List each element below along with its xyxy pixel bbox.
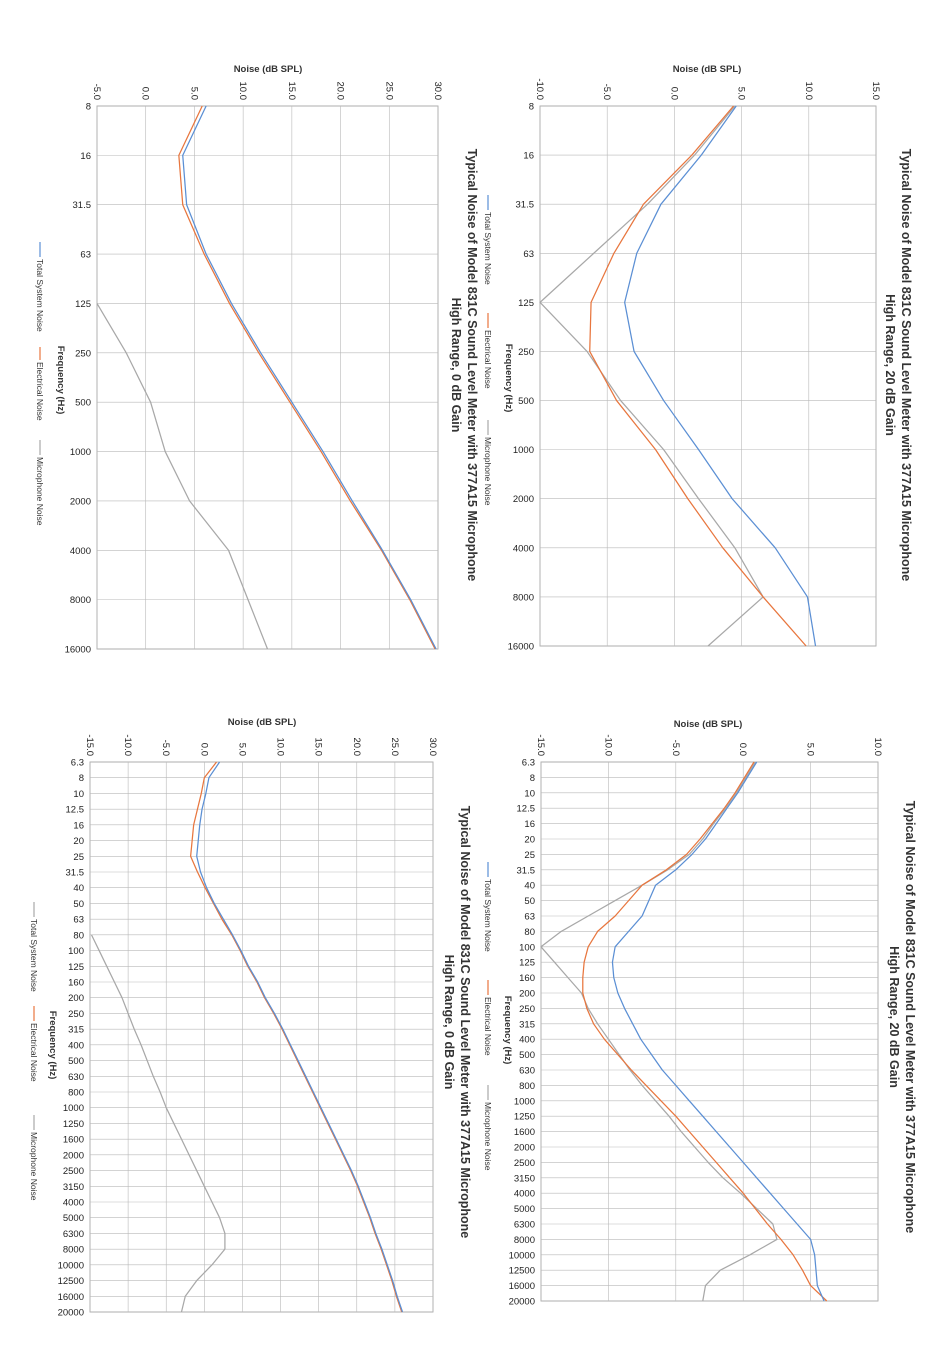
chart-4-legend-microphone: Microphone Noise — [29, 1132, 39, 1201]
y-tick-label: 30.0 — [427, 737, 438, 756]
x-tick-label: 40 — [73, 883, 84, 895]
y-tick-label: 15.0 — [312, 737, 324, 756]
x-tick-label: 1000 — [62, 1103, 84, 1115]
series-line-electrical — [590, 106, 806, 646]
x-tick-label: 1250 — [62, 1118, 84, 1130]
x-tick-label: 63 — [524, 911, 535, 923]
y-tick-label: 10.0 — [802, 81, 814, 100]
series-line-microphone — [540, 106, 763, 646]
x-tick-label: 5000 — [513, 1204, 535, 1216]
x-tick-label: 12.5 — [516, 803, 535, 815]
y-tick-label: 10.0 — [274, 737, 286, 756]
y-tick-label: -5.0 — [601, 83, 613, 100]
x-tick-label: 500 — [68, 1056, 84, 1068]
x-tick-label: 125 — [519, 957, 535, 969]
x-tick-label: 10000 — [508, 1250, 535, 1262]
y-tick-label: -5.0 — [669, 739, 681, 756]
x-tick-label: 200 — [68, 993, 84, 1005]
chart-3-subtitle: High Range, 20 dB Gain — [887, 946, 901, 1088]
chart-4-plot — [58, 734, 438, 1318]
x-tick-label: 8000 — [62, 1244, 84, 1256]
x-tick-label: 2500 — [62, 1166, 84, 1178]
x-tick-label: 125 — [518, 297, 534, 309]
x-tick-label: 8000 — [512, 592, 534, 604]
x-tick-label: 800 — [68, 1087, 84, 1099]
x-tick-label: 630 — [519, 1065, 535, 1077]
y-tick-label: 15.0 — [285, 81, 297, 100]
x-tick-label: 16000 — [508, 1281, 535, 1293]
y-tick-label: 0.0 — [737, 742, 749, 756]
y-tick-label: 0.0 — [668, 86, 680, 100]
x-tick-label: 20 — [524, 834, 535, 846]
chart-2-legend-total: Total System Noise — [35, 259, 45, 332]
x-tick-label: 500 — [75, 397, 91, 409]
x-tick-label: 3150 — [513, 1173, 535, 1185]
x-tick-label: 10 — [73, 788, 84, 800]
x-tick-label: 500 — [519, 1050, 535, 1062]
chart-4-legend-total: Total System Noise — [29, 919, 39, 992]
chart-4-legend — [29, 902, 39, 1201]
x-tick-label: 400 — [68, 1040, 84, 1052]
x-tick-label: 80 — [524, 926, 535, 938]
x-tick-label: 100 — [68, 946, 84, 958]
x-tick-label: 1600 — [513, 1127, 535, 1139]
chart-2-legend-microphone: Microphone Noise — [35, 457, 45, 526]
x-tick-label: 20000 — [508, 1296, 535, 1308]
x-tick-label: 4000 — [513, 1188, 535, 1200]
x-tick-label: 250 — [518, 346, 534, 358]
x-tick-label: 12500 — [57, 1276, 84, 1288]
x-tick-label: 1250 — [513, 1111, 535, 1123]
plot-frame — [90, 762, 433, 1312]
series-line-total — [625, 106, 816, 646]
x-tick-label: 400 — [519, 1034, 535, 1046]
chart-3-legend-electrical: Electrical Noise — [483, 997, 493, 1056]
chart-2-subtitle: High Range, 0 dB Gain — [449, 297, 463, 433]
chart-4-legend-electrical: Electrical Noise — [29, 1023, 39, 1082]
x-tick-label: 12500 — [508, 1265, 535, 1277]
x-tick-label: 2000 — [62, 1150, 84, 1162]
series-line-microphone — [541, 762, 777, 1301]
chart-2-plot — [65, 82, 443, 656]
y-tick-label: 15.0 — [870, 81, 881, 100]
x-tick-label: 630 — [68, 1071, 84, 1083]
y-tick-label: 5.0 — [804, 742, 816, 756]
x-tick-label: 25 — [73, 851, 84, 863]
x-tick-label: 1000 — [512, 445, 534, 457]
chart-2-y-axis-label: Noise (dB SPL) — [233, 64, 303, 75]
chart-1-legend-electrical: Electrical Noise — [483, 330, 493, 389]
x-tick-label: 160 — [68, 977, 84, 989]
x-tick-label: 20000 — [57, 1307, 84, 1319]
x-tick-label: 100 — [519, 942, 535, 954]
x-tick-label: 8000 — [513, 1234, 535, 1246]
y-tick-label: 0.0 — [198, 742, 210, 756]
x-tick-label: 160 — [519, 973, 535, 985]
series-line-electrical — [583, 762, 827, 1301]
x-tick-label: 4000 — [62, 1197, 84, 1209]
x-tick-label: 800 — [519, 1080, 535, 1092]
x-tick-label: 6.3 — [521, 757, 535, 769]
y-tick-label: -5.0 — [91, 83, 102, 100]
x-tick-label: 40 — [524, 880, 535, 892]
x-tick-label: 31.5 — [515, 199, 534, 211]
x-tick-label: 8 — [85, 101, 91, 113]
plot-frame — [97, 106, 438, 649]
y-tick-label: -15.0 — [84, 734, 95, 756]
y-tick-label: -10.0 — [534, 78, 545, 100]
x-tick-label: 31.5 — [516, 865, 535, 877]
y-tick-label: 20.0 — [334, 81, 346, 100]
series-line-total — [197, 762, 403, 1312]
x-tick-label: 80 — [73, 930, 84, 942]
x-tick-label: 12.5 — [65, 804, 84, 816]
chart-4-y-axis-label: Noise (dB SPL) — [227, 717, 297, 728]
y-tick-label: -10.0 — [122, 734, 134, 756]
chart-2-title: Typical Noise of Model 831C Sound Level Meter with 377A15 Microphone — [465, 148, 479, 582]
y-tick-label: 5.0 — [236, 742, 248, 756]
x-tick-label: 500 — [518, 396, 534, 408]
x-tick-label: 63 — [523, 248, 534, 260]
chart-1-legend-total: Total System Noise — [483, 212, 493, 285]
chart-2 — [35, 64, 479, 581]
x-tick-label: 1000 — [69, 447, 91, 459]
chart-1-plot — [508, 78, 881, 652]
x-tick-label: 2000 — [513, 1142, 535, 1154]
x-tick-label: 125 — [75, 298, 91, 310]
chart-1-legend — [483, 195, 493, 506]
x-tick-label: 4000 — [69, 545, 91, 557]
x-tick-label: 315 — [519, 1019, 535, 1031]
x-tick-label: 6300 — [513, 1219, 535, 1231]
x-tick-label: 1000 — [513, 1096, 535, 1108]
x-tick-label: 10000 — [57, 1260, 84, 1272]
y-tick-label: 20.0 — [350, 737, 362, 756]
y-tick-label: -10.0 — [602, 734, 614, 756]
x-tick-label: 16000 — [64, 644, 91, 656]
chart-1-x-axis-label: Frequency (Hz) — [503, 343, 514, 413]
x-tick-label: 10 — [524, 788, 535, 800]
x-tick-label: 25 — [524, 849, 535, 861]
series-line-electrical — [179, 106, 435, 649]
x-tick-label: 50 — [524, 896, 535, 908]
chart-1-legend-microphone: Microphone Noise — [483, 437, 493, 506]
y-tick-label: 10.0 — [872, 737, 883, 756]
x-tick-label: 1600 — [62, 1134, 84, 1146]
x-tick-label: 50 — [73, 898, 84, 910]
y-tick-label: 0.0 — [139, 86, 151, 100]
x-tick-label: 6300 — [62, 1228, 84, 1240]
plot-frame — [541, 762, 878, 1301]
y-tick-label: 25.0 — [383, 81, 395, 100]
y-tick-label: 10.0 — [237, 81, 249, 100]
x-tick-label: 16 — [80, 150, 91, 162]
chart-2-legend-electrical: Electrical Noise — [35, 362, 45, 421]
x-tick-label: 2000 — [69, 496, 91, 508]
x-tick-label: 16 — [73, 820, 84, 832]
x-tick-label: 16 — [524, 819, 535, 831]
x-tick-label: 16 — [523, 150, 534, 162]
chart-4 — [29, 717, 472, 1238]
chart-1-subtitle: High Range, 20 dB Gain — [883, 294, 897, 436]
x-tick-label: 5000 — [62, 1213, 84, 1225]
series-line-electrical — [191, 762, 402, 1312]
chart-3-y-axis-label: Noise (dB SPL) — [673, 719, 743, 730]
series-line-microphone — [97, 303, 268, 649]
plot-frame — [540, 106, 876, 646]
x-tick-label: 200 — [519, 988, 535, 1000]
chart-2-legend — [35, 242, 45, 526]
x-tick-label: 31.5 — [72, 200, 91, 212]
chart-4-title: Typical Noise of Model 831C Sound Level Meter with 377A15 Microphone — [458, 805, 472, 1239]
x-tick-label: 63 — [73, 914, 84, 926]
y-tick-label: 25.0 — [388, 737, 400, 756]
series-line-total — [183, 106, 436, 649]
chart-3-x-axis-label: Frequency (Hz) — [502, 995, 513, 1065]
x-tick-label: 250 — [519, 1003, 535, 1015]
x-tick-label: 4000 — [512, 543, 534, 555]
y-tick-label: 5.0 — [735, 86, 747, 100]
y-tick-label: 30.0 — [432, 81, 443, 100]
series-line-total — [612, 762, 824, 1301]
x-tick-label: 16000 — [57, 1291, 84, 1303]
x-tick-label: 20 — [73, 836, 84, 848]
x-tick-label: 16000 — [507, 641, 534, 653]
x-tick-label: 31.5 — [65, 867, 84, 879]
chart-3 — [483, 719, 917, 1233]
x-tick-label: 250 — [68, 1008, 84, 1020]
chart-2-x-axis-label: Frequency (Hz) — [55, 345, 66, 415]
x-tick-label: 2500 — [513, 1157, 535, 1169]
chart-4-subtitle: High Range, 0 dB Gain — [442, 954, 456, 1090]
chart-1 — [483, 64, 913, 581]
chart-1-y-axis-label: Noise (dB SPL) — [672, 64, 742, 75]
chart-3-legend-total: Total System Noise — [483, 879, 493, 952]
x-tick-label: 8 — [528, 101, 534, 113]
chart-3-title: Typical Noise of Model 831C Sound Level Meter with 377A15 Microphone — [903, 800, 917, 1234]
chart-1-title: Typical Noise of Model 831C Sound Level Meter with 377A15 Microphone — [899, 148, 913, 582]
x-tick-label: 3150 — [62, 1181, 84, 1193]
x-tick-label: 8 — [78, 773, 84, 785]
x-tick-label: 63 — [80, 249, 91, 261]
y-tick-label: -15.0 — [535, 734, 546, 756]
x-tick-label: 315 — [68, 1024, 84, 1036]
chart-3-legend-microphone: Microphone Noise — [483, 1102, 493, 1171]
x-tick-label: 250 — [75, 348, 91, 360]
x-tick-label: 125 — [68, 961, 84, 973]
x-tick-label: 2000 — [512, 494, 534, 506]
chart-4-x-axis-label: Frequency (Hz) — [47, 1010, 58, 1080]
x-tick-label: 8000 — [69, 595, 91, 607]
x-tick-label: 8 — [529, 772, 535, 784]
y-tick-label: 5.0 — [188, 86, 200, 100]
x-tick-label: 6.3 — [70, 757, 84, 769]
chart-3-plot — [509, 734, 883, 1307]
y-tick-label: -5.0 — [160, 739, 172, 756]
chart-3-legend — [483, 862, 493, 1171]
